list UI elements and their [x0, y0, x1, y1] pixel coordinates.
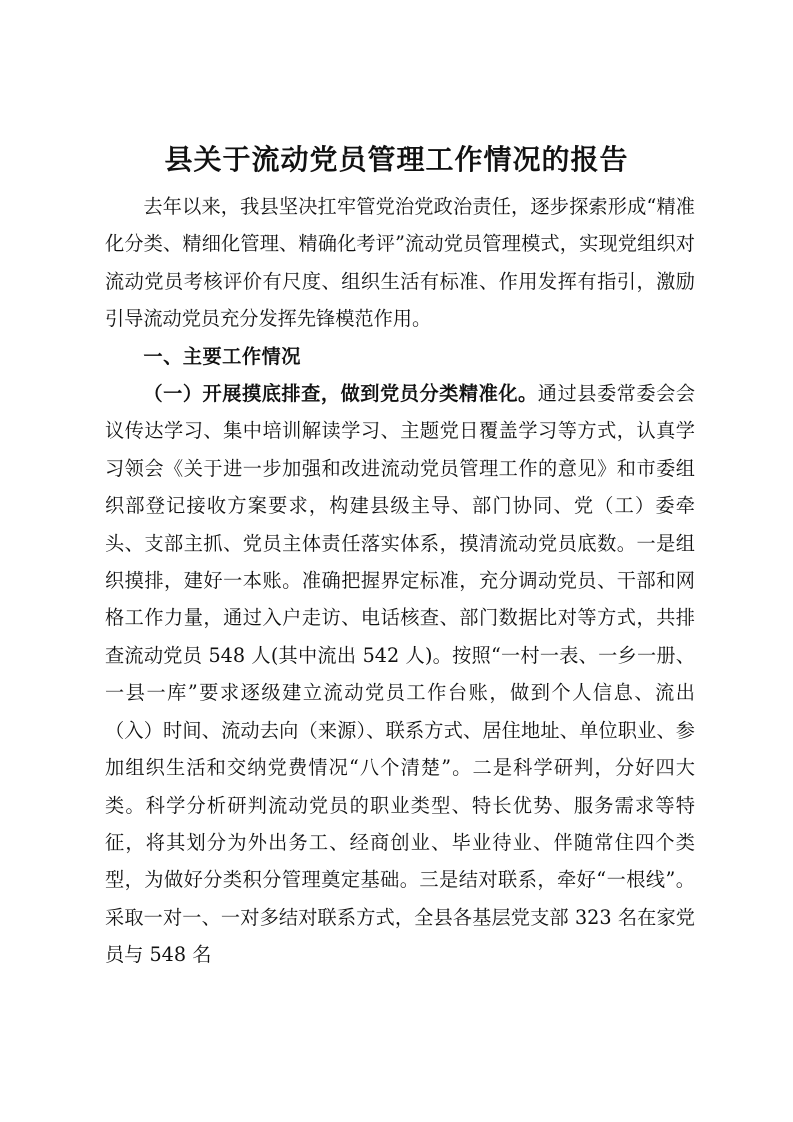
document-body — [105, 188, 695, 974]
section-heading: 一、主要工作情况 — [143, 344, 301, 368]
subsection-heading: （一）开展摸底排查，做到党员分类精准化。 — [143, 382, 538, 406]
subsection-text: 通过县委常委会会议传达学习、集中培训解读学习、主题党日覆盖学习等方式，认真学习领会《关于进一步加强和改进流动党员管理工作的意见》和市委组织部登记接收方案要求，构建县级主导、部门协同、党（工）委牵头、支部主抓、党员主体责任落实体系，摸清流动党员底数。一是组织摸排，建好一本账。准确把握界定标准，充分调动党员、干部和网格工作力量，通过入户走访、电话核查、部门数据比对等方式，共排查流动党员 548 人(其中流出 542 人)。按照“一村一表、一乡一册、一县一库”要求逐级建立流动党员工作台账，做到个人信息、流出（入）时间、流动去向（来源）、联系方式、居住地址、单位职业、参加组织生活和交纳党费情况“八个清楚”。二是科学研判，分好四大类。科学分析研判流动党员的职业类型、特长优势、服务需求等特征，将其划分为外出务工、经商创业、毕业待业、伴随常住四个类型，为做好分类积分管理奠定基础。三是结对联系，牵好“一根线”。采取一对一、一对多结对联系方式，全县各基层党支部 323 名在家党员与 548 名 — [105, 382, 696, 967]
subsection-paragraph — [105, 375, 695, 974]
intro-paragraph: 去年以来，我县坚决扛牢管党治党政治责任，逐步探索形成“精准化分类、精细化管理、精确化考评”流动党员管理模式，实现党组织对流动党员考核评价有尺度、组织生活有标准、作用发挥有指引，激励引导流动党员充分发挥先锋模范作用。 — [105, 195, 695, 331]
document-title: 县关于流动党员管理工作情况的报告 — [164, 143, 629, 176]
